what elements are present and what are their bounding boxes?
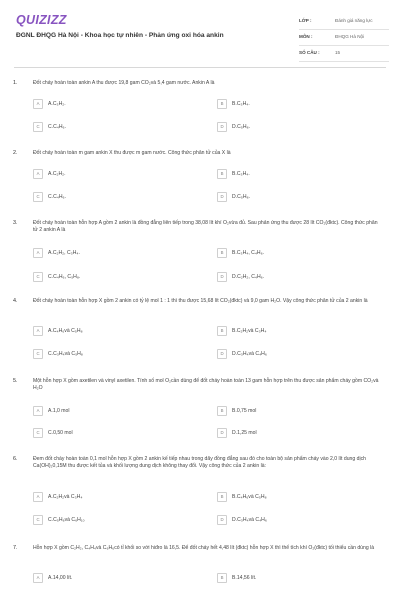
option-letter: C bbox=[33, 122, 43, 132]
option-d[interactable] bbox=[217, 272, 374, 281]
option-letter: C bbox=[33, 272, 43, 282]
option-text: B.0,75 mol bbox=[232, 407, 257, 414]
header-divider bbox=[14, 67, 386, 68]
option-b[interactable] bbox=[217, 406, 374, 415]
meta-row-class bbox=[299, 14, 389, 30]
option-letter: A bbox=[33, 326, 43, 336]
option-a[interactable] bbox=[33, 169, 190, 178]
option-letter: C bbox=[33, 349, 43, 359]
option-b[interactable] bbox=[217, 169, 374, 178]
option-letter: B bbox=[217, 169, 227, 179]
option-d[interactable] bbox=[217, 192, 374, 201]
question-number: 2. bbox=[13, 150, 18, 156]
meta-row-subject bbox=[299, 30, 389, 46]
option-a[interactable] bbox=[33, 99, 190, 108]
question-text: Đốt cháy hoàn toàn ankin A thu được 19,8 gam CO₂và 5,4 gam nước. Ankin A là bbox=[33, 80, 215, 86]
option-letter: B bbox=[217, 248, 227, 258]
option-text: A.1,0 mol bbox=[48, 407, 70, 414]
option-text: A.C₂H₂và C₃H₄ bbox=[48, 493, 83, 500]
meta-value: ĐHQG Hà Nội bbox=[335, 34, 365, 39]
option-letter: D bbox=[217, 192, 227, 202]
option-letter: A bbox=[33, 492, 43, 502]
option-letter: D bbox=[217, 122, 227, 132]
question-number: 5. bbox=[13, 378, 18, 384]
option-text: B.C₃H₄. bbox=[232, 100, 250, 107]
meta-value: Đánh giá năng lực bbox=[335, 18, 373, 23]
option-letter: B bbox=[217, 573, 227, 583]
question-number: 1. bbox=[13, 80, 18, 86]
option-text: C.C₄H₆. bbox=[48, 193, 66, 200]
option-text: D.C₅H₈. bbox=[232, 123, 251, 130]
question-text: Đốt cháy hoàn toàn m gam ankin X thu được m gam nước. Công thức phân tử của X là bbox=[33, 150, 231, 156]
option-text: C.C₄H₆, C₅H₈. bbox=[48, 273, 81, 280]
option-c[interactable] bbox=[33, 122, 190, 131]
option-text: A.C₃H₂. bbox=[48, 100, 66, 107]
option-letter: B bbox=[217, 99, 227, 109]
question-number: 4. bbox=[13, 298, 18, 304]
option-letter: D bbox=[217, 428, 227, 438]
option-letter: D bbox=[217, 515, 227, 525]
option-text: C.C₃H₄và C₅H₈ bbox=[48, 350, 83, 357]
option-text: C.0,50 mol bbox=[48, 429, 73, 436]
worksheet-title: ĐGNL ĐHQG Hà Nội - Khoa học tự nhiên - Phản ứng oxi hóa ankin bbox=[16, 32, 224, 39]
option-letter: B bbox=[217, 406, 227, 416]
option-text: B.C₃H₄, C₄H₆. bbox=[232, 249, 265, 256]
option-d[interactable] bbox=[217, 349, 374, 358]
option-letter: C bbox=[33, 428, 43, 438]
option-text: B.C₄H₆và C₅H₈ bbox=[232, 493, 267, 500]
worksheet-meta bbox=[299, 14, 389, 62]
option-letter: A bbox=[33, 406, 43, 416]
option-text: D.C₅H₈. bbox=[232, 193, 251, 200]
option-c[interactable] bbox=[33, 515, 190, 524]
option-d[interactable] bbox=[217, 428, 374, 437]
question-text: Một hỗn hợp X gồm axetilen và vinyl axetilen. Tính số mol O₂cần dùng để đốt cháy hoàn toàn 13 gam hỗn hợp trên thu được sản phẩm cháy gồm CO₂và H₂O bbox=[33, 378, 379, 392]
question-text: Đốt cháy hoàn toàn hỗn hợp A gồm 2 ankin là đồng đẳng liên tiếp trong 38,08 lít khí O₂vừa đủ. Sau phản ứng thu được 28 lít CO₂(đktc). Công thức phân tử 2 ankin A là bbox=[33, 220, 378, 234]
option-letter: A bbox=[33, 573, 43, 583]
option-a[interactable] bbox=[33, 406, 190, 415]
option-text: A.C₂H₂. bbox=[48, 170, 66, 177]
option-letter: B bbox=[217, 492, 227, 502]
meta-key: SỐ CÂU : bbox=[299, 50, 320, 55]
option-text: A.14,00 lít. bbox=[48, 574, 73, 581]
option-text: D.1,25 mol bbox=[232, 429, 257, 436]
option-text: B.14,56 lít. bbox=[232, 574, 257, 581]
option-b[interactable] bbox=[217, 99, 374, 108]
worksheet-header bbox=[0, 0, 400, 66]
option-text: A.C₂H₂, C₃H₄. bbox=[48, 249, 80, 256]
option-text: B.C₃H₄. bbox=[232, 170, 250, 177]
option-b[interactable] bbox=[217, 573, 374, 582]
option-text: C.C₄H₆. bbox=[48, 123, 66, 130]
quizizz-logo: QUIZIZZ bbox=[16, 13, 67, 27]
meta-row-question-count bbox=[299, 46, 389, 62]
option-c[interactable] bbox=[33, 349, 190, 358]
option-text: B.C₂H₂và C₃H₄ bbox=[232, 327, 267, 334]
question-text: Đem đốt cháy hoàn toàn 0,1 mol hỗn hợp X gồm 2 ankin kế tiếp nhau trong dãy đồng đẳng sau đó cho toàn bộ sản phẩm cháy vào 2,0 lít dung dịch Ca(OH)₂0,15M thu được kết tủa và khối lượng dung dịch không thay đổi. Vậy công thức của 2 ankin là: bbox=[33, 456, 366, 470]
option-a[interactable] bbox=[33, 326, 190, 335]
option-c[interactable] bbox=[33, 192, 190, 201]
question-number: 3. bbox=[13, 220, 18, 226]
option-c[interactable] bbox=[33, 272, 190, 281]
option-letter: B bbox=[217, 326, 227, 336]
question-number: 6. bbox=[13, 456, 18, 462]
option-b[interactable] bbox=[217, 492, 374, 501]
option-letter: D bbox=[217, 272, 227, 282]
option-text: C.C₅H₈và C₆H₁₀ bbox=[48, 516, 85, 523]
option-b[interactable] bbox=[217, 248, 374, 257]
option-d[interactable] bbox=[217, 515, 374, 524]
option-text: D.C₂H₂, C₄H₆. bbox=[232, 273, 265, 280]
option-letter: D bbox=[217, 349, 227, 359]
meta-key: MÔN : bbox=[299, 34, 313, 39]
option-letter: A bbox=[33, 248, 43, 258]
option-d[interactable] bbox=[217, 122, 374, 131]
question-text: Hỗn hợp X gồm C₂H₂, C₄H₄và C₆H₆có tỉ khối so với hiđro là 16,5. Để đốt cháy hết 4,48 lít (đktc) hỗn hợp X thì thể tích khí O₂(đktc) tối thiểu cần dùng là bbox=[33, 545, 375, 551]
option-letter: A bbox=[33, 99, 43, 109]
option-a[interactable] bbox=[33, 492, 190, 501]
option-b[interactable] bbox=[217, 326, 374, 335]
option-letter: C bbox=[33, 192, 43, 202]
option-c[interactable] bbox=[33, 428, 190, 437]
option-text: D.C₃H₄và C₄H₆ bbox=[232, 516, 267, 523]
option-a[interactable] bbox=[33, 573, 190, 582]
option-letter: C bbox=[33, 515, 43, 525]
question-number: 7. bbox=[13, 545, 18, 551]
meta-value: 15 bbox=[335, 50, 341, 55]
option-text: A.C₄H₆và C₅H₈ bbox=[48, 327, 83, 334]
meta-key: LỚP : bbox=[299, 18, 312, 23]
question-text: Đốt cháy hoàn toàn hỗn hợp X gồm 2 ankin có tỷ lệ mol 1 : 1 thì thu được 15,68 lít CO₂(đktc) và 9,0 gam H₂O. Vậy công thức phân tử của 2 ankin là bbox=[33, 298, 368, 304]
option-text: D.C₃H₄và C₄H₆ bbox=[232, 350, 267, 357]
option-letter: A bbox=[33, 169, 43, 179]
option-a[interactable] bbox=[33, 248, 190, 257]
